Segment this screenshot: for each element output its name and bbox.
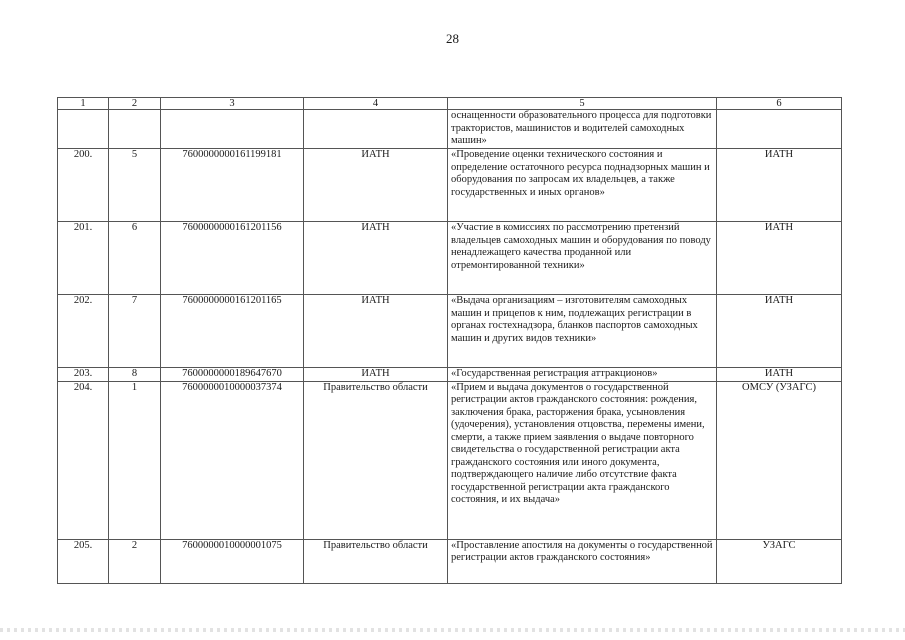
row-number: 202.	[58, 295, 109, 368]
column-number: 5	[448, 98, 717, 110]
executor: УЗАГС	[717, 539, 842, 583]
sequence-number: 5	[109, 149, 161, 222]
table-row	[58, 539, 842, 583]
executor: ИАТН	[717, 149, 842, 222]
table-row	[58, 222, 842, 295]
service-name: «Выдача организациям – изготовителям самоходных машин и прицепов к ним, подлежащих регистрации в органах гостехнадзора, бланков паспортов самоходных машин и других видов техники»	[448, 295, 717, 368]
responsible-organ: ИАТН	[304, 149, 448, 222]
table-row-continuation	[58, 110, 842, 149]
executor: ОМСУ (УЗАГС)	[717, 381, 842, 539]
responsible-organ: Правительство области	[304, 381, 448, 539]
row-number: 204.	[58, 381, 109, 539]
executor: ИАТН	[717, 368, 842, 382]
service-name: оснащенности образовательного процесса для подготовки трактористов, машинистов и водителей самоходных машин»	[448, 110, 717, 149]
service-name: «Государственная регистрация аттракционов»	[448, 368, 717, 382]
row-number: 205.	[58, 539, 109, 583]
column-number: 4	[304, 98, 448, 110]
table-row	[58, 149, 842, 222]
executor: ИАТН	[717, 222, 842, 295]
column-numbers-row	[58, 98, 842, 110]
row-number: 200.	[58, 149, 109, 222]
service-id: 7600000010000001075	[161, 539, 304, 583]
column-number: 2	[109, 98, 161, 110]
scan-edge-artifact	[0, 628, 905, 632]
responsible-organ: ИАТН	[304, 295, 448, 368]
service-id: 7600000010000037374	[161, 381, 304, 539]
sequence-number: 6	[109, 222, 161, 295]
service-id: 7600000000189647670	[161, 368, 304, 382]
column-number: 3	[161, 98, 304, 110]
responsible-organ: Правительство области	[304, 539, 448, 583]
column-number: 6	[717, 98, 842, 110]
service-name: «Участие в комиссиях по рассмотрению претензий владельцев самоходных машин и оборудования по поводу ненадлежащего качества проданной или отремонтированной техники»	[448, 222, 717, 295]
sequence-number: 1	[109, 381, 161, 539]
sequence-number: 8	[109, 368, 161, 382]
page-number: 28	[446, 31, 459, 46]
executor: ИАТН	[717, 295, 842, 368]
row-number: 203.	[58, 368, 109, 382]
service-id: 7600000000161199181	[161, 149, 304, 222]
table-row	[58, 295, 842, 368]
service-id: 7600000000161201165	[161, 295, 304, 368]
sequence-number: 7	[109, 295, 161, 368]
service-name: «Проведение оценки технического состояния и определение остаточного ресурса поднадзорных машин и оборудования по запросам их владельцев, а также государственных и иных органов»	[448, 149, 717, 222]
responsible-organ: ИАТН	[304, 368, 448, 382]
services-table	[57, 97, 842, 584]
responsible-organ: ИАТН	[304, 222, 448, 295]
table-row	[58, 381, 842, 539]
service-name: «Проставление апостиля на документы о государственной регистрации актов гражданского состояния»	[448, 539, 717, 583]
row-number: 201.	[58, 222, 109, 295]
column-number: 1	[58, 98, 109, 110]
table-row	[58, 368, 842, 382]
service-id: 7600000000161201156	[161, 222, 304, 295]
service-name: «Прием и выдача документов о государственной регистрации актов гражданского состояния: рождения, заключения брака, расторжения брака, усыновления (удочерения), установления отцовства, перемены имени, смерти, а также прием заявления о выдаче повторного свидетельства о государственной регистрации акта гражданского состояния или иного документа, подтверждающего наличие либо отсутствие факта государственной регистрации акта гражданского состояния, и их выдача»	[448, 381, 717, 539]
sequence-number: 2	[109, 539, 161, 583]
